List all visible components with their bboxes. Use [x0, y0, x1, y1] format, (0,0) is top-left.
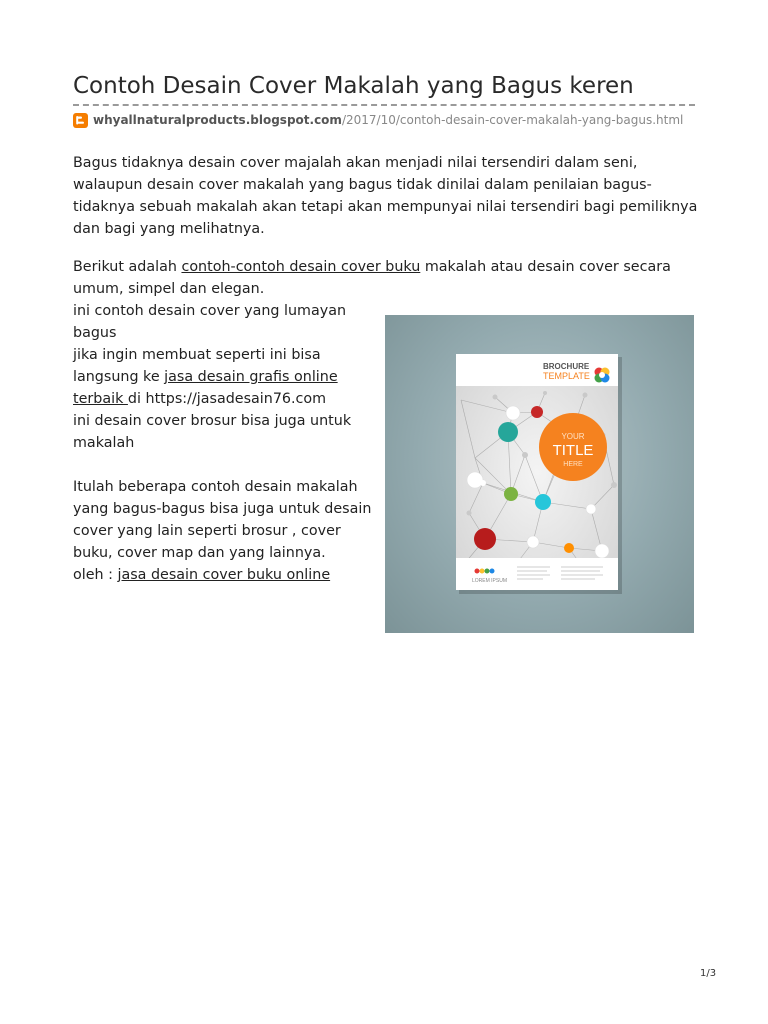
brochure-illustration [385, 315, 694, 633]
text-column [73, 300, 372, 586]
link-jasa-desain-grafis[interactable]: jasa desain grafis online [164, 369, 338, 385]
teal-circle-icon [498, 422, 518, 442]
text-line [73, 366, 358, 388]
text-line: ini desain cover brosur bisa juga untuk [73, 413, 352, 429]
text-segment: oleh : [73, 567, 118, 583]
green-circle-icon [504, 487, 518, 501]
brochure-subheading: TEMPLATE [543, 371, 590, 381]
text-line: buku, cover map dan yang lainnya. [73, 545, 326, 561]
text-line [73, 388, 358, 410]
paragraph-text: makalah atau desain cover secara umum, simpel dan elegan. [73, 259, 671, 297]
page-number: 1/3 [700, 968, 717, 979]
text-line: Itulah beberapa contoh desain makalah [73, 479, 358, 495]
cyan-circle-icon [535, 494, 551, 510]
link-jasa-desain-cover-buku[interactable]: jasa desain cover buku online [117, 567, 331, 583]
footer-label: LOREM IPSUM [472, 578, 508, 584]
darkred-circle-icon [474, 528, 496, 550]
paragraph-intro: Bagus tidaknya desain cover majalah akan menjadi nilai tersendiri dalam seni, walaupun desain cover makalah yang bagus tidak dinilai dalam penilaian bagus-tidaknya sebuah makalah akan tetapi akan mempunyai nilai tersendiri bagi pemiliknya dan bagi yang melihatnya. [73, 155, 698, 237]
spacer [73, 454, 358, 476]
page-title: Contoh Desain Cover Makalah yang Bagus keren [73, 73, 634, 99]
source-line [73, 111, 683, 129]
title-divider [73, 104, 695, 106]
text-line: ini contoh desain cover yang lumayan [73, 303, 347, 319]
text-line: jika ingin membuat seperti ini bisa [73, 347, 321, 363]
text-line: yang bagus-bagus bisa juga untuk desain [73, 501, 372, 517]
text-segment: di https://jasadesain76.com [127, 391, 327, 407]
text-line: bagus [73, 325, 117, 341]
brochure-footer [456, 558, 618, 590]
text-line: cover yang lain seperti brosur , cover [73, 523, 341, 539]
brochure-heading: BROCHURE [543, 362, 590, 371]
text-segment: langsung ke [73, 369, 165, 385]
paragraph-list-intro [73, 256, 698, 300]
text-line: makalah [73, 435, 135, 451]
text-line [73, 564, 358, 586]
brochure-image [385, 315, 694, 633]
source-domain[interactable]: whyallnaturalproducts.blogspot.com [93, 113, 342, 127]
title-circle-line1: YOUR [561, 432, 585, 441]
blogger-icon [73, 113, 88, 128]
link-contoh-desain-cover-buku[interactable]: contoh-contoh desain cover buku [181, 259, 421, 275]
source-path[interactable]: /2017/10/contoh-desain-cover-makalah-yang-bagus.html [341, 113, 684, 127]
orange-small-circle-icon [564, 543, 574, 553]
title-circle-line2: TITLE [552, 442, 594, 459]
paragraph-text: Berikut adalah [73, 259, 182, 275]
red-circle-icon [531, 406, 543, 418]
brochure-logo-icon [595, 368, 610, 383]
link-jasa-desain-grafis-terbaik[interactable]: terbaik [73, 391, 128, 407]
title-circle-line3: HERE [563, 461, 583, 468]
